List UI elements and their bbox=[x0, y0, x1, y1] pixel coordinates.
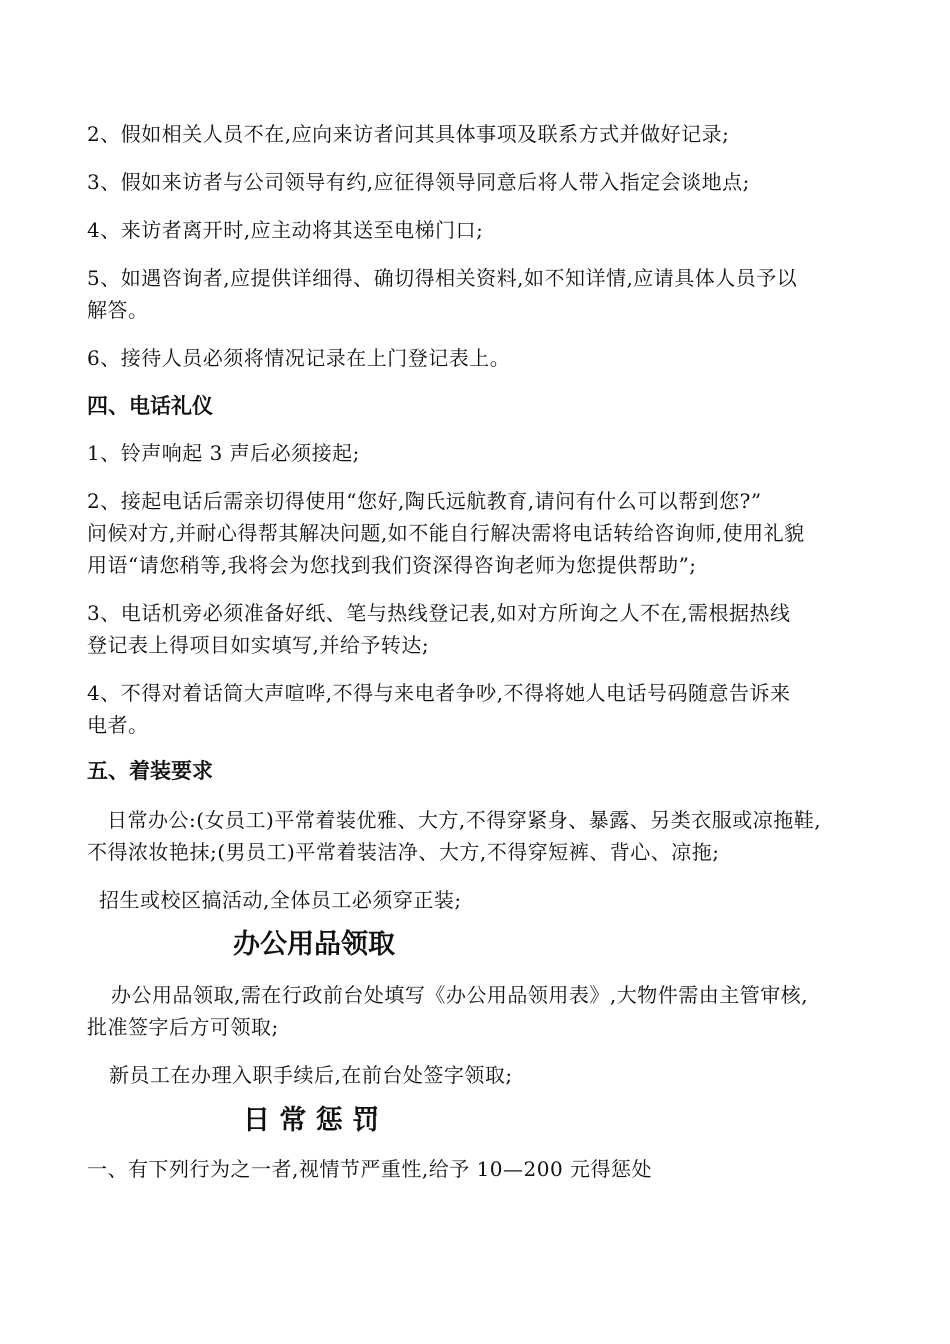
penalties-item-1: 一、有下列行为之一者,视情节严重性,给予 10—200 元得惩处 bbox=[87, 1157, 653, 1181]
text-line: 4、不得对着话筒大声喧哗,不得与来电者争吵,不得将她人电话号码随意告诉来 bbox=[87, 681, 791, 705]
text-line: 办公用品领取,需在行政前台处填写《办公用品领用表》,大物件需由主管审核, bbox=[111, 983, 809, 1007]
dress-code-paragraph-1 bbox=[87, 804, 877, 868]
reception-item-6: 6、接待人员必须将情况记录在上门登记表上。 bbox=[87, 346, 511, 370]
text-line: 批准签字后方可领取; bbox=[87, 1015, 279, 1039]
dress-code-paragraph-2: 招生或校区搞活动,全体员工必须穿正装; bbox=[99, 888, 462, 912]
reception-item-3: 3、假如来访者与公司领导有约,应征得领导同意后将人带入指定会谈地点; bbox=[87, 170, 750, 194]
text-line: 解答。 bbox=[87, 298, 149, 322]
reception-item-4: 4、来访者离开时,应主动将其送至电梯门口; bbox=[87, 218, 484, 242]
phone-item-4 bbox=[87, 677, 877, 741]
text-line: 电者。 bbox=[87, 713, 149, 737]
phone-item-2 bbox=[87, 485, 877, 581]
text-line: 问候对方,并耐心得帮其解决问题,如不能自行解决需将电话转给咨询师,使用礼貌 bbox=[87, 521, 805, 545]
text-line: 登记表上得项目如实填写,并给予转达; bbox=[87, 633, 430, 657]
phone-item-3 bbox=[87, 597, 877, 661]
text-line: 2、接起电话后需亲切得使用“您好,陶氏远航教育,请问有什么可以帮到您?” bbox=[87, 489, 762, 513]
text-line: 不得浓妆艳抹;(男员工)平常着装洁净、大方,不得穿短裤、背心、凉拖; bbox=[87, 840, 720, 864]
section-heading-phone-etiquette: 四、电话礼仪 bbox=[87, 394, 213, 418]
penalties-title: 日 常 惩 罚 bbox=[243, 1105, 380, 1136]
reception-item-2: 2、假如相关人员不在,应向来访者问其具体事项及联系方式并做好记录; bbox=[87, 122, 730, 146]
office-supplies-paragraph-2: 新员工在办理入职手续后,在前台处签字领取; bbox=[109, 1063, 513, 1087]
office-supplies-paragraph-1 bbox=[87, 979, 877, 1043]
text-line: 3、电话机旁必须准备好纸、笔与热线登记表,如对方所询之人不在,需根据热线 bbox=[87, 601, 791, 625]
phone-item-1: 1、铃声响起 3 声后必须接起; bbox=[87, 441, 360, 465]
text-line: 日常办公:(女员工)平常着装优雅、大方,不得穿紧身、暴露、另类衣服或凉拖鞋, bbox=[107, 808, 822, 832]
reception-item-5 bbox=[87, 262, 877, 326]
text-line: 5、如遇咨询者,应提供详细得、确切得相关资料,如不知详情,应请具体人员予以 bbox=[87, 266, 798, 290]
section-heading-dress-code: 五、着装要求 bbox=[87, 759, 213, 783]
text-line: 用语“请您稍等,我将会为您找到我们资深得咨询老师为您提供帮助”; bbox=[87, 553, 697, 577]
office-supplies-title: 办公用品领取 bbox=[233, 929, 395, 960]
